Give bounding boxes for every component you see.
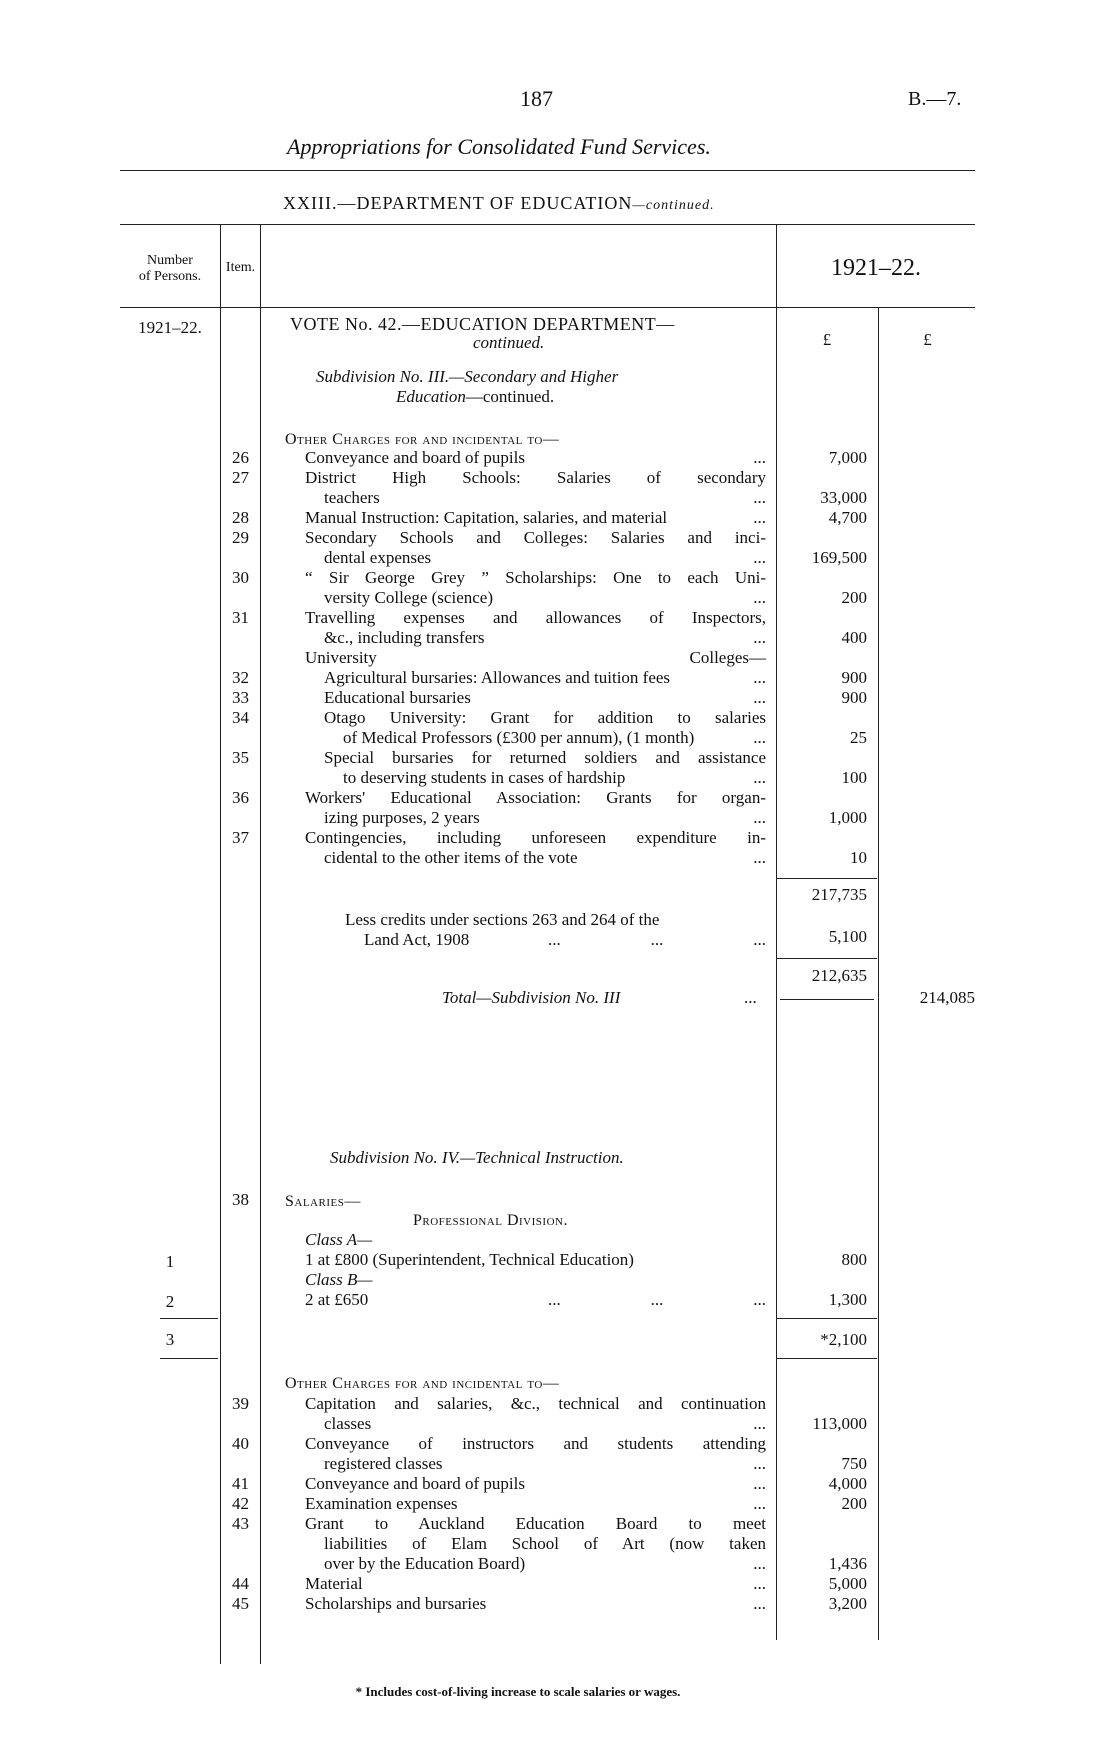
sub3-amount: 25 [850, 728, 867, 747]
sub3-amount: 200 [841, 588, 867, 607]
sub3-description-text: cidental to the other items of the vote [324, 848, 578, 867]
sub4-description-text: Conveyance and board of pupils [305, 1474, 525, 1493]
sub4-description [305, 1574, 766, 1594]
sub3-item-number: 27 [232, 468, 249, 487]
sub3-item-number: 37 [232, 828, 249, 847]
total-subdivision-3-amount: 214,085 [919, 988, 975, 1007]
sub3-amount: 100 [841, 768, 867, 787]
page-title: Appropriations for Consolidated Fund Services. [287, 134, 711, 159]
sub4-item-number: 42 [232, 1494, 249, 1513]
sub3-description-text: dental expenses [324, 548, 432, 567]
sub4-amount: 5,000 [828, 1574, 867, 1593]
salaries-heading: Salaries— [285, 1193, 361, 1210]
vote-heading: VOTE No. 42.—EDUCATION DEPARTMENT— [290, 314, 675, 334]
net-amount: 212,635 [811, 966, 867, 985]
sub3-item-number: 33 [232, 688, 249, 707]
professional-division-heading: Professional Division. [413, 1212, 568, 1229]
sub3-description [324, 488, 766, 508]
subdivision-4-heading: Subdivision No. IV.—Technical Instruction. [330, 1148, 624, 1167]
sub3-leader: ... [753, 548, 766, 567]
sub3-leader: ... [753, 668, 766, 687]
page-number: 187 [520, 86, 553, 111]
sub3-item-number: 31 [232, 608, 249, 627]
sub3-leader: ... [753, 488, 766, 507]
document-reference: B.—7. [908, 88, 962, 110]
sub4-description [324, 1554, 766, 1574]
sub4-amount: 750 [841, 1454, 867, 1473]
class-a-persons: 1 [165, 1252, 175, 1271]
sub3-amount: 33,000 [820, 488, 867, 507]
sub4-description [305, 1474, 766, 1494]
class-b-leader: ... ... ... [548, 1290, 766, 1309]
sub3-item-number: 30 [232, 568, 249, 587]
sub4-leader: ... [753, 1554, 766, 1573]
subtotal-column-rule [878, 307, 879, 1640]
sub3-leader: ... [753, 448, 766, 467]
class-b-amount: 1,300 [828, 1290, 867, 1309]
sub3-item-number: 36 [232, 788, 249, 807]
sub4-leader: ... [753, 1594, 766, 1613]
sub3-description: District High Schools: Salaries of secondary [305, 468, 766, 487]
sub3-amount: 169,500 [811, 548, 867, 567]
sub3-description: Contingencies, including unforeseen expenditure in- [305, 828, 766, 847]
sub3-description [324, 688, 766, 708]
sub3-description [324, 588, 766, 608]
sub4-description-text: registered classes [324, 1454, 443, 1473]
sub3-description: “ Sir George Grey ” Scholarships: One to each Uni- [305, 568, 766, 587]
sub3-description: Workers' Educational Association: Grants for organ- [305, 788, 766, 807]
total-subdivision-3-label: Total—Subdivision No. III [442, 988, 621, 1007]
sub3-item-number: 35 [232, 748, 249, 767]
sub3-description [324, 668, 766, 688]
sub3-description: Travelling expenses and allowances of Inspectors, [305, 608, 766, 627]
sub3-leader: ... [753, 848, 766, 867]
sub3-description-text: versity College (science) [324, 588, 493, 607]
less-credits-label-line2: Land Act, 1908 [364, 930, 470, 949]
pound-sign-1: £ [822, 330, 832, 349]
sub3-description [343, 768, 766, 788]
subdivision-3-heading: Subdivision No. III.—Secondary and Higher [316, 367, 619, 386]
sub3-description [305, 448, 766, 468]
sub3-leader: ... [753, 808, 766, 827]
footnote: * Includes cost-of-living increase to scale salaries or wages. [355, 1684, 681, 1699]
sub4-amount: 113,000 [812, 1414, 867, 1433]
sub4-amount: 4,000 [828, 1474, 867, 1493]
persons-year: 1921–22. [138, 318, 202, 337]
other-charges-heading-4: Other Charges for and incidental to— [285, 1375, 560, 1392]
sub3-description [324, 548, 766, 568]
sub3-leader: ... [753, 508, 766, 527]
less-credits-leader: ... ... ... [548, 930, 766, 949]
item-38: 38 [232, 1190, 249, 1209]
sub4-description-text: Scholarships and bursaries [305, 1594, 487, 1613]
sub3-amount: 900 [841, 668, 867, 687]
sub4-description [324, 1414, 766, 1434]
class-b-line: 2 at £650 [305, 1290, 369, 1309]
sub3-description: University Colleges— [305, 648, 766, 667]
sub3-leader: ... [753, 628, 766, 647]
sub3-description [324, 808, 766, 828]
pound-sign-2: £ [923, 330, 932, 349]
sub4-description-text: Examination expenses [305, 1494, 458, 1513]
sub3-description [343, 728, 766, 748]
sub3-item-number: 29 [232, 528, 249, 547]
sub3-description: Secondary Schools and Colleges: Salaries and inci- [305, 528, 766, 547]
sub4-description-text: over by the Education Board) [324, 1554, 526, 1573]
sub4-amount: 1,436 [828, 1554, 867, 1573]
subdivision-3-heading-line2: Education—continued. [396, 387, 555, 406]
vote-heading-continued: continued. [473, 333, 545, 352]
total-persons: 3 [165, 1330, 175, 1349]
sub4-leader: ... [753, 1454, 766, 1473]
sub3-item-number: 26 [232, 448, 249, 467]
sub4-leader: ... [753, 1474, 766, 1493]
class-a-amount: 800 [841, 1250, 867, 1269]
sub4-item-number: 43 [232, 1514, 249, 1533]
class-b-persons: 2 [165, 1292, 175, 1311]
department-heading: XXIII.—DEPARTMENT OF EDUCATION—continued. [283, 193, 715, 213]
persons-header-line1: Number [147, 253, 193, 268]
sub3-amount: 10 [850, 848, 867, 867]
sub3-leader: ... [753, 768, 766, 787]
sub4-description: liabilities of Elam School of Art (now taken [324, 1534, 766, 1553]
sub4-item-number: 41 [232, 1474, 249, 1493]
sub4-description: Conveyance of instructors and students attending [305, 1434, 766, 1453]
sub4-description [305, 1594, 766, 1614]
sub3-description-text: izing purposes, 2 years [324, 808, 480, 827]
sub3-description-text: to deserving students in cases of hardship [343, 768, 626, 787]
sub3-description [305, 508, 766, 528]
sub4-item-number: 40 [232, 1434, 249, 1453]
sub3-description-text: teachers [324, 488, 380, 507]
sub3-description-text: Agricultural bursaries: Allowances and tuition fees [324, 668, 671, 687]
class-a-line: 1 at £800 (Superintendent, Technical Education) [305, 1250, 634, 1269]
sub3-leader: ... [753, 588, 766, 607]
less-credits-amount: 5,100 [828, 927, 867, 946]
sub3-leader: ... [753, 688, 766, 707]
total-salaries-amount: *2,100 [820, 1330, 867, 1349]
sub4-description [305, 1494, 766, 1514]
sub3-amount: 7,000 [828, 448, 867, 467]
sub3-description-text: Educational bursaries [324, 688, 471, 707]
sub3-amount: 1,000 [828, 808, 867, 827]
sub4-amount: 3,200 [828, 1594, 867, 1613]
sub3-description-text: Manual Instruction: Capitation, salaries, and material [305, 508, 668, 527]
sub3-description [324, 848, 766, 868]
sub4-description [324, 1454, 766, 1474]
persons-header-line2: of Persons. [138, 269, 202, 284]
sub4-item-number: 39 [232, 1394, 249, 1413]
sub3-item-number: 28 [232, 508, 249, 527]
item-column-rule [260, 224, 261, 1664]
class-a-label: Class A— [305, 1230, 373, 1249]
sub3-description: Special bursaries for returned soldiers and assistance [324, 748, 766, 767]
sub4-item-number: 44 [232, 1574, 249, 1593]
sub3-amount: 900 [841, 688, 867, 707]
sub3-item-number: 32 [232, 668, 249, 687]
sub3-description: Otago University: Grant for addition to salaries [324, 708, 766, 727]
sub4-item-number: 45 [232, 1594, 249, 1613]
sub3-leader: ... [753, 728, 766, 747]
sub3-description [324, 628, 766, 648]
other-charges-heading-3: Other Charges for and incidental to— [285, 431, 560, 448]
sub4-description-text: classes [324, 1414, 372, 1433]
sub3-description-text: Conveyance and board of pupils [305, 448, 525, 467]
sub4-leader: ... [753, 1494, 766, 1513]
sub4-description: Capitation and salaries, &c., technical and continuation [305, 1394, 766, 1413]
sub3-description-text: &c., including transfers [324, 628, 485, 647]
less-credits-label: Less credits under sections 263 and 264 of the [345, 910, 660, 929]
sub4-amount: 200 [841, 1494, 867, 1513]
sub4-description-text: Material [305, 1574, 363, 1593]
sub4-leader: ... [753, 1414, 766, 1433]
sub4-leader: ... [753, 1574, 766, 1593]
sub3-description-text: of Medical Professors (£300 per annum), (1 month) [343, 728, 695, 747]
sub3-amount: 4,700 [828, 508, 867, 527]
subtotal-amount: 217,735 [811, 885, 867, 904]
total-leader: ... [744, 988, 757, 1007]
sub3-amount: 400 [841, 628, 867, 647]
class-b-label: Class B— [305, 1270, 373, 1289]
sub4-description: Grant to Auckland Education Board to meet [305, 1514, 766, 1533]
year-header: 1921–22. [831, 255, 921, 281]
item-header: Item. [225, 260, 256, 275]
sub3-item-number: 34 [232, 708, 249, 727]
